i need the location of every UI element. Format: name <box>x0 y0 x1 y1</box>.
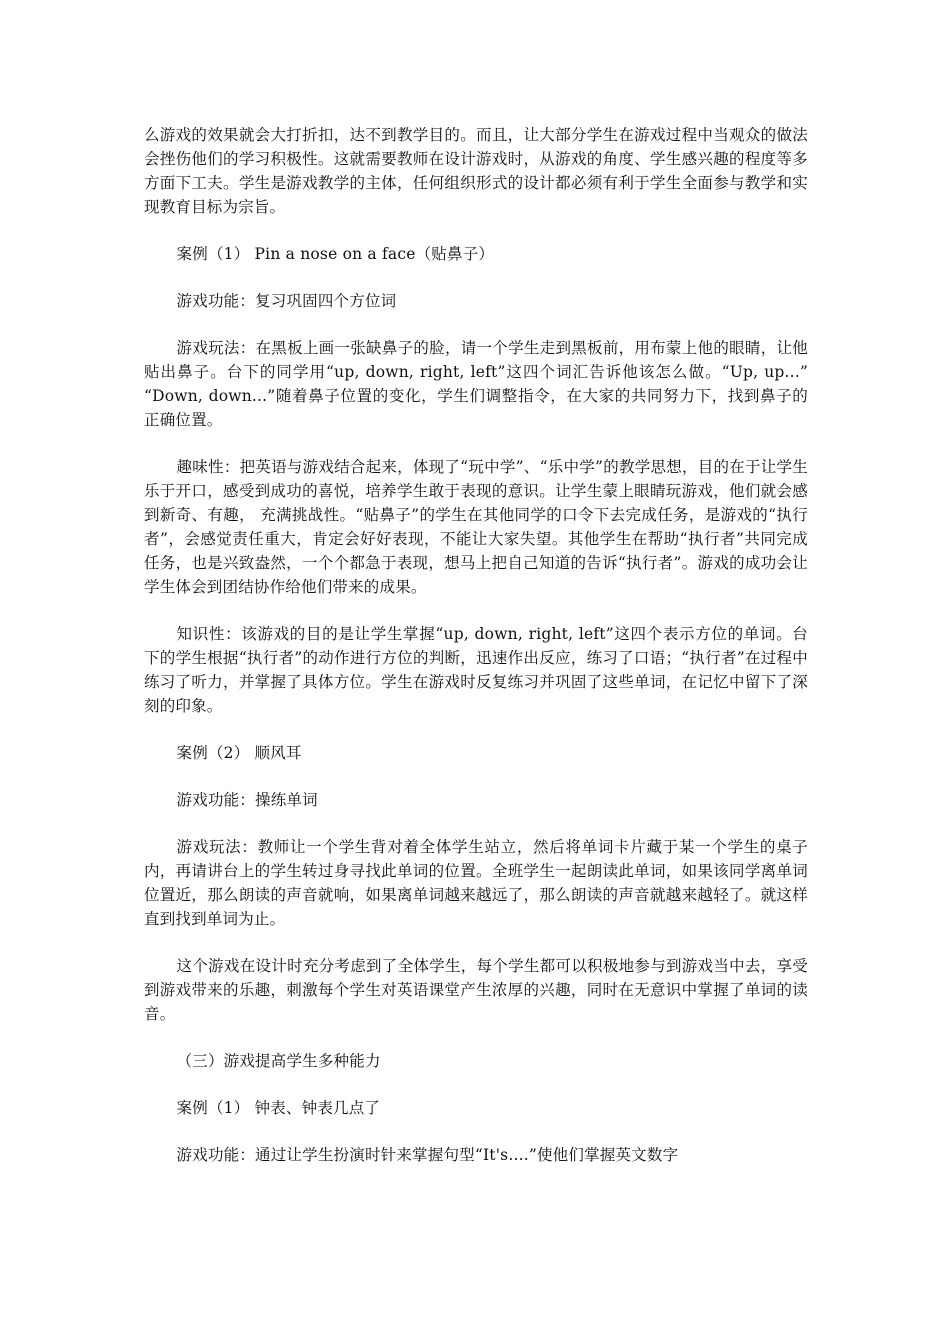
case-1-knowledge: 知识性：该游戏的目的是让学生掌握“up, down, right, left”这四个表示方位的单词。台下的学生根据“执行者”的动作进行方位的判断，迅速作出反应，练习了口语；“执行者”在过程中练习了听力，并掌握了具体方位。学生在游戏时反复练习并巩固了这些单词，在记忆中留下了深刻的印象。 <box>144 625 808 715</box>
section-3-case-1-title: 案例（1） 钟表、钟表几点了 <box>176 1099 381 1117</box>
section-3-case-1-function: 游戏功能：通过让学生扮演时针来掌握句型“It's....”使他们掌握英文数字 <box>176 1146 679 1164</box>
document-body <box>144 123 808 1190</box>
section-3-title: （三）游戏提高学生多种能力 <box>176 1052 381 1070</box>
case-2-title: 案例（2） 顺风耳 <box>176 744 302 762</box>
case-1-title: 案例（1） Pin a nose on a face（贴鼻子） <box>176 245 495 263</box>
case-1-function: 游戏功能：复习巩固四个方位词 <box>176 292 397 310</box>
case-2-function: 游戏功能：操练单词 <box>176 791 318 809</box>
case-1-fun: 趣味性：把英语与游戏结合起来，体现了“玩中学”、“乐中学”的教学思想，目的在于让学生乐于开口，感受到成功的喜悦，培养学生敢于表现的意识。让学生蒙上眼睛玩游戏，他们就会感到新奇、有趣， 充满挑战性。“贴鼻子”的学生在其他同学的口令下去完成任务，是游戏的“执行者”，会感觉责任重大，肯定会好好表现，不能让大家失望。其他学生在帮助“执行者”共同完成任务，也是兴致盎然，一个个都急于表现，想马上把自己知道的告诉“执行者”。游戏的成功会让学生体会到团结协作给他们带来的成果。 <box>144 458 808 596</box>
case-1-gameplay: 游戏玩法：在黑板上画一张缺鼻子的脸，请一个学生走到黑板前，用布蒙上他的眼睛，让他贴出鼻子。台下的同学用“up, down, right, left”这四个词汇告诉他该怎么做。“Up, up...” “Down, down...”随着鼻子位置的变化，学生们调整指令，在大家的共同努力下，找到鼻子的正确位置。 <box>144 339 808 429</box>
case-2-gameplay: 游戏玩法：教师让一个学生背对着全体学生站立，然后将单词卡片藏于某一个学生的桌子内，再请讲台上的学生转过身寻找此单词的位置。全班学生一起朗读此单词，如果该同学离单词位置近，那么朗读的声音就响，如果离单词越来越远了，那么朗读的声音就越来越轻了。就这样直到找到单词为止。 <box>144 838 808 928</box>
case-2-summary: 这个游戏在设计时充分考虑到了全体学生，每个学生都可以积极地参与到游戏当中去，享受到游戏带来的乐趣，刺激每个学生对英语课堂产生浓厚的兴趣，同时在无意识中掌握了单词的读音。 <box>144 957 808 1023</box>
paragraph-continuation: 么游戏的效果就会大打折扣，达不到教学目的。而且，让大部分学生在游戏过程中当观众的做法会挫伤他们的学习积极性。这就需要教师在设计游戏时，从游戏的角度、学生感兴趣的程度等多方面下工夫。学生是游戏教学的主体，任何组织形式的设计都必须有利于学生全面参与教学和实现教育目标为宗旨。 <box>144 126 808 216</box>
